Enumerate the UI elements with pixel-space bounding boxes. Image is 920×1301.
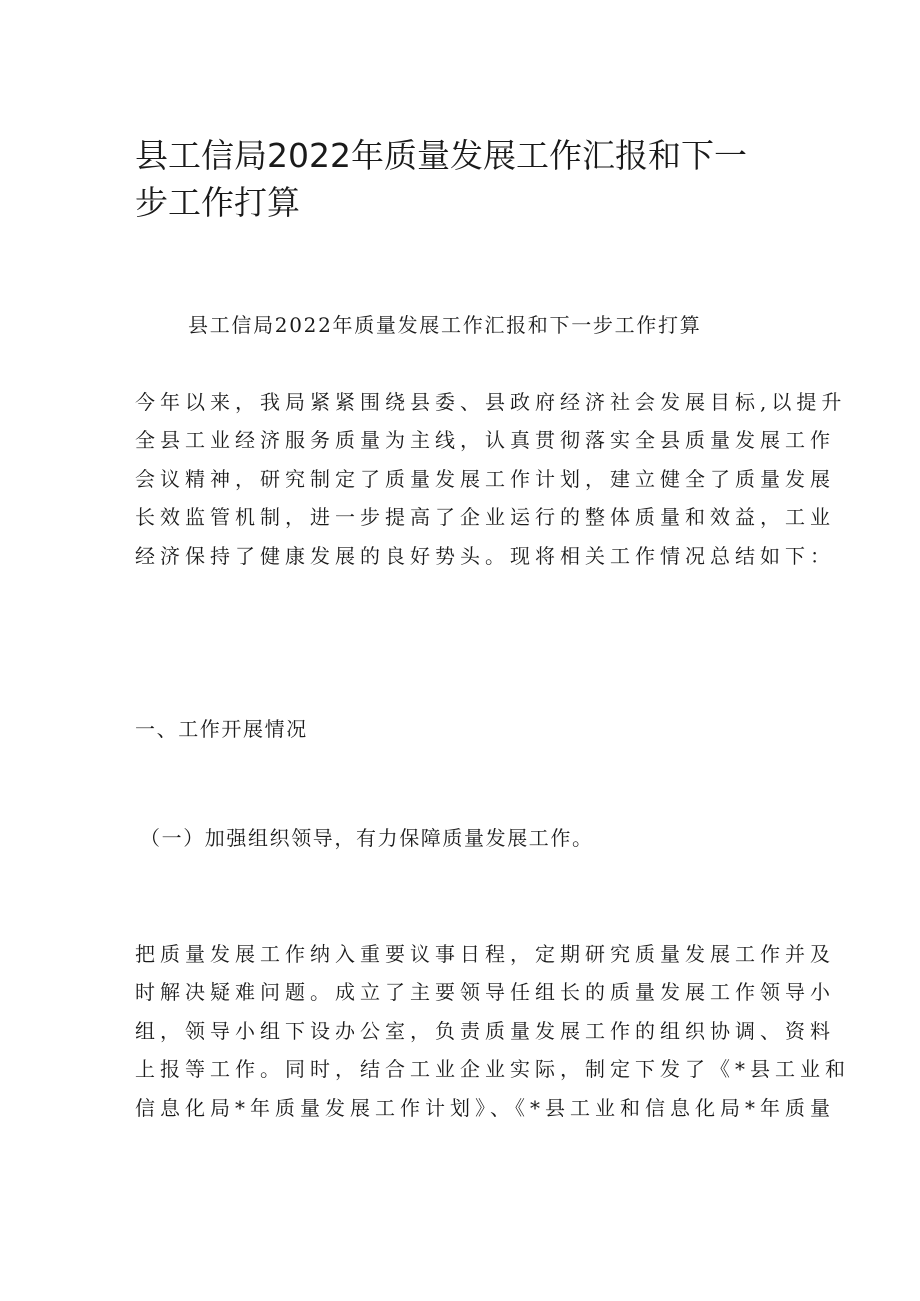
- intro-line: 经济保持了健康发展的良好势头。现将相关工作情况总结如下：: [135, 543, 835, 568]
- intro-paragraph: [135, 383, 847, 575]
- document-title-line-1: 县工信局2022年质量发展工作汇报和下一: [135, 136, 747, 175]
- section-heading-1: 一、工作开展情况: [135, 717, 308, 741]
- intro-line: 今年以来，我局紧紧围绕县委、县政府经济社会发展目标,以提升: [135, 390, 847, 414]
- body-line: 把质量发展工作纳入重要议事日程，定期研究质量发展工作并及: [135, 942, 835, 966]
- body-paragraph: [135, 935, 850, 1127]
- document-title-line-2: 步工作打算: [135, 183, 300, 222]
- document-subtitle: 县工信局2022年质量发展工作汇报和下一步工作打算: [188, 313, 702, 337]
- body-line: 组，领导小组下设办公室，负责质量发展工作的组织协调、资料: [135, 1018, 835, 1043]
- subsection-heading-1: （一）加强组织领导，有力保障质量发展工作。: [140, 826, 594, 850]
- intro-line: 会议精神，研究制定了质量发展工作计划，建立健全了质量发展: [135, 466, 835, 491]
- body-line: 时解决疑难问题。成立了主要领导任组长的质量发展工作领导小: [135, 980, 835, 1005]
- intro-line: 全县工业经济服务质量为主线，认真贯彻落实全县质量发展工作: [135, 428, 835, 453]
- intro-line: 长效监管机制，进一步提高了企业运行的整体质量和效益，工业: [135, 505, 835, 530]
- document-title: [135, 132, 795, 226]
- body-line: 上报等工作。同时，结合工业企业实际，制定下发了《*县工业和: [135, 1057, 850, 1082]
- body-line: 信息化局*年质量发展工作计划》、《*县工业和信息化局*年质量: [135, 1095, 835, 1120]
